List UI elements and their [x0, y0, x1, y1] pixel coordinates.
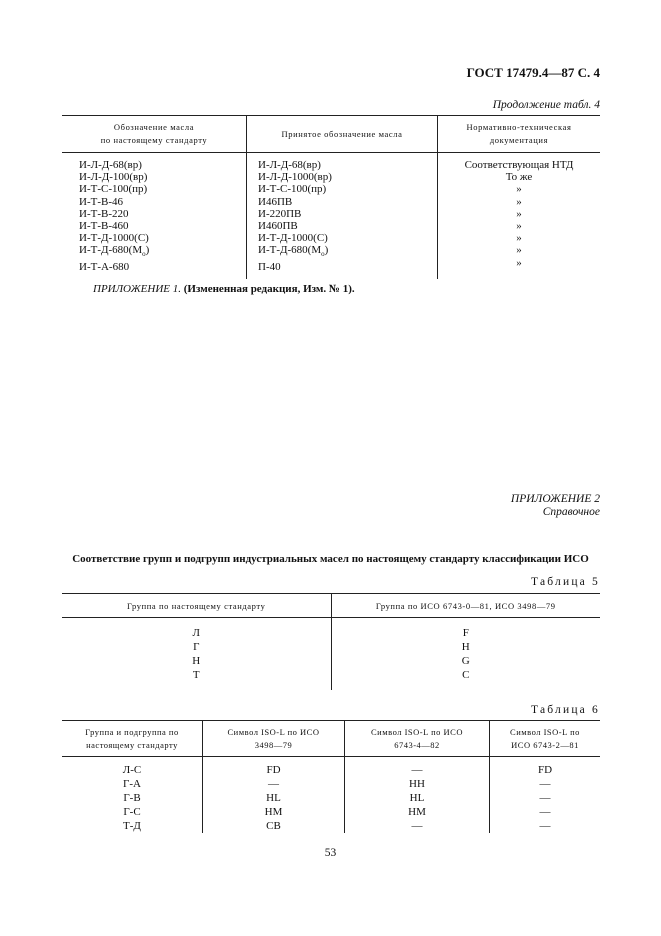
table5-caption: Таблица 5	[531, 576, 600, 588]
table5-header-iso: Группа по ИСО 6743-0—81, ИСО 3498—79	[331, 594, 600, 618]
table6	[62, 720, 600, 833]
table-row: Н G	[62, 654, 600, 668]
table5	[62, 593, 600, 690]
table6-header-iso6743-2: Символ ISO-L по ИСО 6743-2—81	[490, 721, 601, 757]
table5-header-group: Группа по настоящему стандарту	[62, 594, 331, 618]
table4-header-accepted: Принятое обозначение масла	[247, 116, 438, 153]
table-row: Г-С НМ НМ —	[62, 805, 600, 819]
table-row: Л-С FD — FD	[62, 763, 600, 777]
page-header: ГОСТ 17479.4—87 С. 4	[466, 65, 600, 80]
table-row: Т С	[62, 668, 600, 682]
table-row: Г-А — НН —	[62, 777, 600, 791]
table-row: Т-Д СВ — —	[62, 819, 600, 833]
table-row: Г-В HL HL —	[62, 791, 600, 805]
table-row: Л F	[62, 626, 600, 640]
table4-header-designation: Обозначение масла по настоящему стандарту	[62, 116, 247, 153]
table4-row: И-Л-Д-68(вр) И-Л-Д-100(вр) И-Т-С-100(пр) И-Т-В-46 И-Т-В-220 И-Т-В-460 И-Т-Д-1000(С) $И-Т-Д-680(М_o)$ И-Т-А-680 И-Л-Д-68(вр) И-Л-Д-1000(вр) И-Т-С-100(пр) И46ПВ И-220ПВ И460ПВ И-Т-Д-1000(С) $И-Т-Д-680(М_o)$ П-40 Соответствующая НТД То же » » » » » » »	[62, 159, 600, 273]
table4-continuation: Продолжение табл. 4	[492, 99, 600, 111]
appendix1-note: ПРИЛОЖЕНИЕ 1. (Измененная редакция, Изм. № 1).	[93, 283, 355, 295]
table4	[62, 115, 600, 279]
table6-header-iso6743-4: Символ ISO-L по ИСО 6743-4—82	[345, 721, 490, 757]
table6-header-group: Группа и подгруппа по настоящему стандарту	[62, 721, 203, 757]
page-number: 53	[324, 847, 337, 859]
table-row: Г Н	[62, 640, 600, 654]
table6-caption: Таблица 6	[531, 704, 600, 716]
appendix2-heading: ПРИЛОЖЕНИЕ 2 Справочное	[510, 493, 600, 518]
table6-header-iso3498: Символ ISO-L по ИСО 3498—79	[203, 721, 345, 757]
section-title: Соответствие групп и подгрупп индустриальных масел по настоящему стандарту классификации ИСО	[72, 553, 589, 565]
table4-header-docs: Нормативно-техническая документация	[438, 116, 601, 153]
